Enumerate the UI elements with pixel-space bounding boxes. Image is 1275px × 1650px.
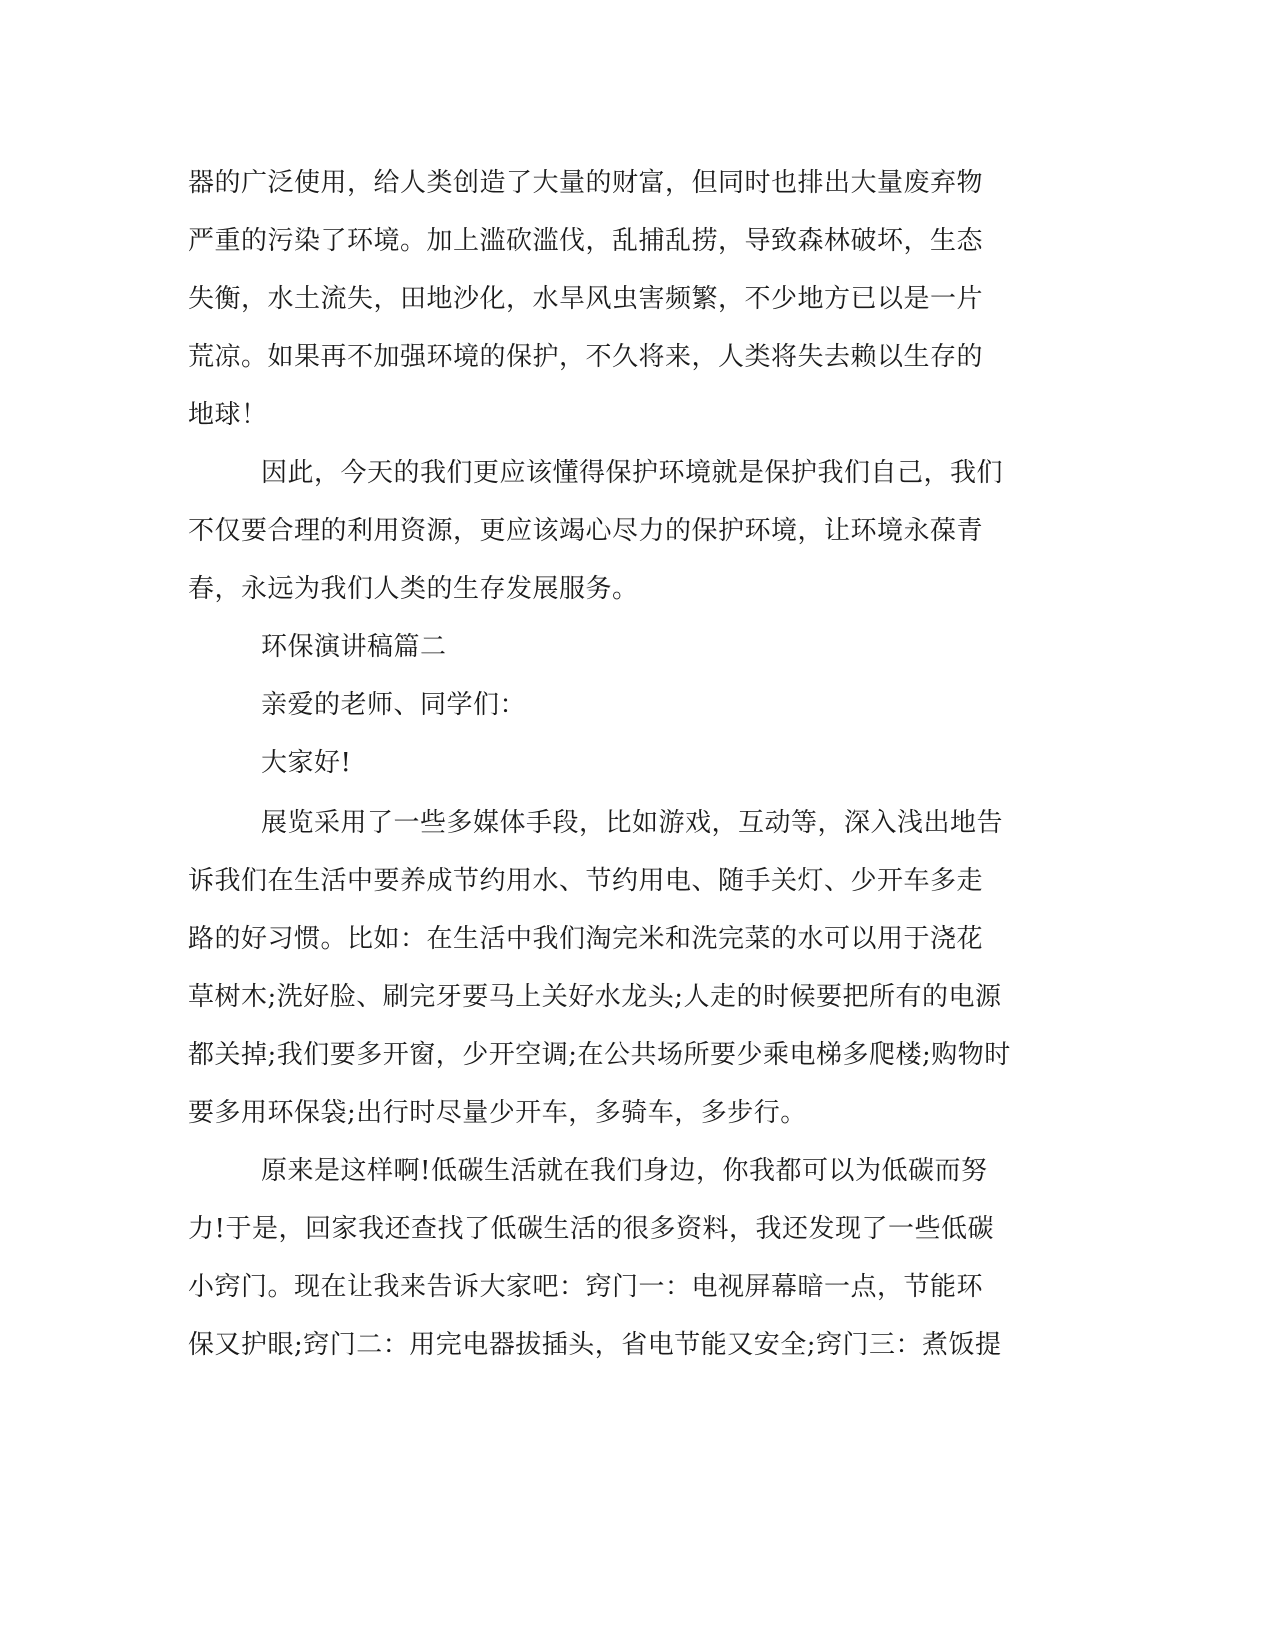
- paragraph-line: 要多用环保袋;出行时尽量少开车，多骑车，多步行。: [188, 1098, 807, 1128]
- section-title-text: 环保演讲稿篇二: [261, 632, 447, 662]
- paragraph-line: 春，永远为我们人类的生存发展服务。: [188, 574, 639, 604]
- paragraph-line: 器的广泛使用，给人类创造了大量的财富，但同时也排出大量废弃物: [188, 168, 984, 198]
- paragraph-line: 荒凉。如果再不加强环境的保护，不久将来，人类将失去赖以生存的: [188, 342, 984, 372]
- greeting-text: 大家好!: [261, 748, 352, 778]
- paragraph-line: 草树木;洗好脸、刷完牙要马上关好水龙头;人走的时候要把所有的电源: [188, 982, 1002, 1012]
- paragraph-line: 因此，今天的我们更应该懂得保护环境就是保护我们自己，我们: [261, 458, 1004, 488]
- paragraph-line: 严重的污染了环境。加上滥砍滥伐，乱捕乱捞，导致森林破坏，生态: [188, 226, 984, 256]
- paragraph-line: 展览采用了一些多媒体手段，比如游戏，互动等，深入浅出地告: [261, 808, 1004, 838]
- paragraph-line: 不仅要合理的利用资源，更应该竭心尽力的保护环境，让环境永葆青: [188, 516, 984, 546]
- paragraph-line: 地球！: [188, 400, 268, 430]
- paragraph-line: 失衡，水土流失，田地沙化，水旱风虫害频繁，不少地方已以是一片: [188, 284, 984, 314]
- paragraph-line: 保又护眼;窍门二：用完电器拔插头，省电节能又安全;窍门三：煮饭提: [188, 1330, 1002, 1360]
- paragraph-line: 诉我们在生活中要养成节约用水、节约用电、随手关灯、少开车多走: [188, 866, 984, 896]
- salutation-text: 亲爱的老师、同学们：: [261, 690, 527, 720]
- paragraph-line: 力!于是，回家我还查找了低碳生活的很多资料，我还发现了一些低碳: [188, 1214, 994, 1244]
- paragraph-line: 都关掉;我们要多开窗，少开空调;在公共场所要少乘电梯多爬楼;购物时: [188, 1040, 1011, 1070]
- paragraph-line: 原来是这样啊!低碳生活就在我们身边，你我都可以为低碳而努: [261, 1156, 988, 1186]
- paragraph-line: 小窍门。现在让我来告诉大家吧：窍门一：电视屏幕暗一点，节能环: [188, 1272, 984, 1302]
- paragraph-line: 路的好习惯。比如：在生活中我们淘完米和洗完菜的水可以用于浇花: [188, 924, 984, 954]
